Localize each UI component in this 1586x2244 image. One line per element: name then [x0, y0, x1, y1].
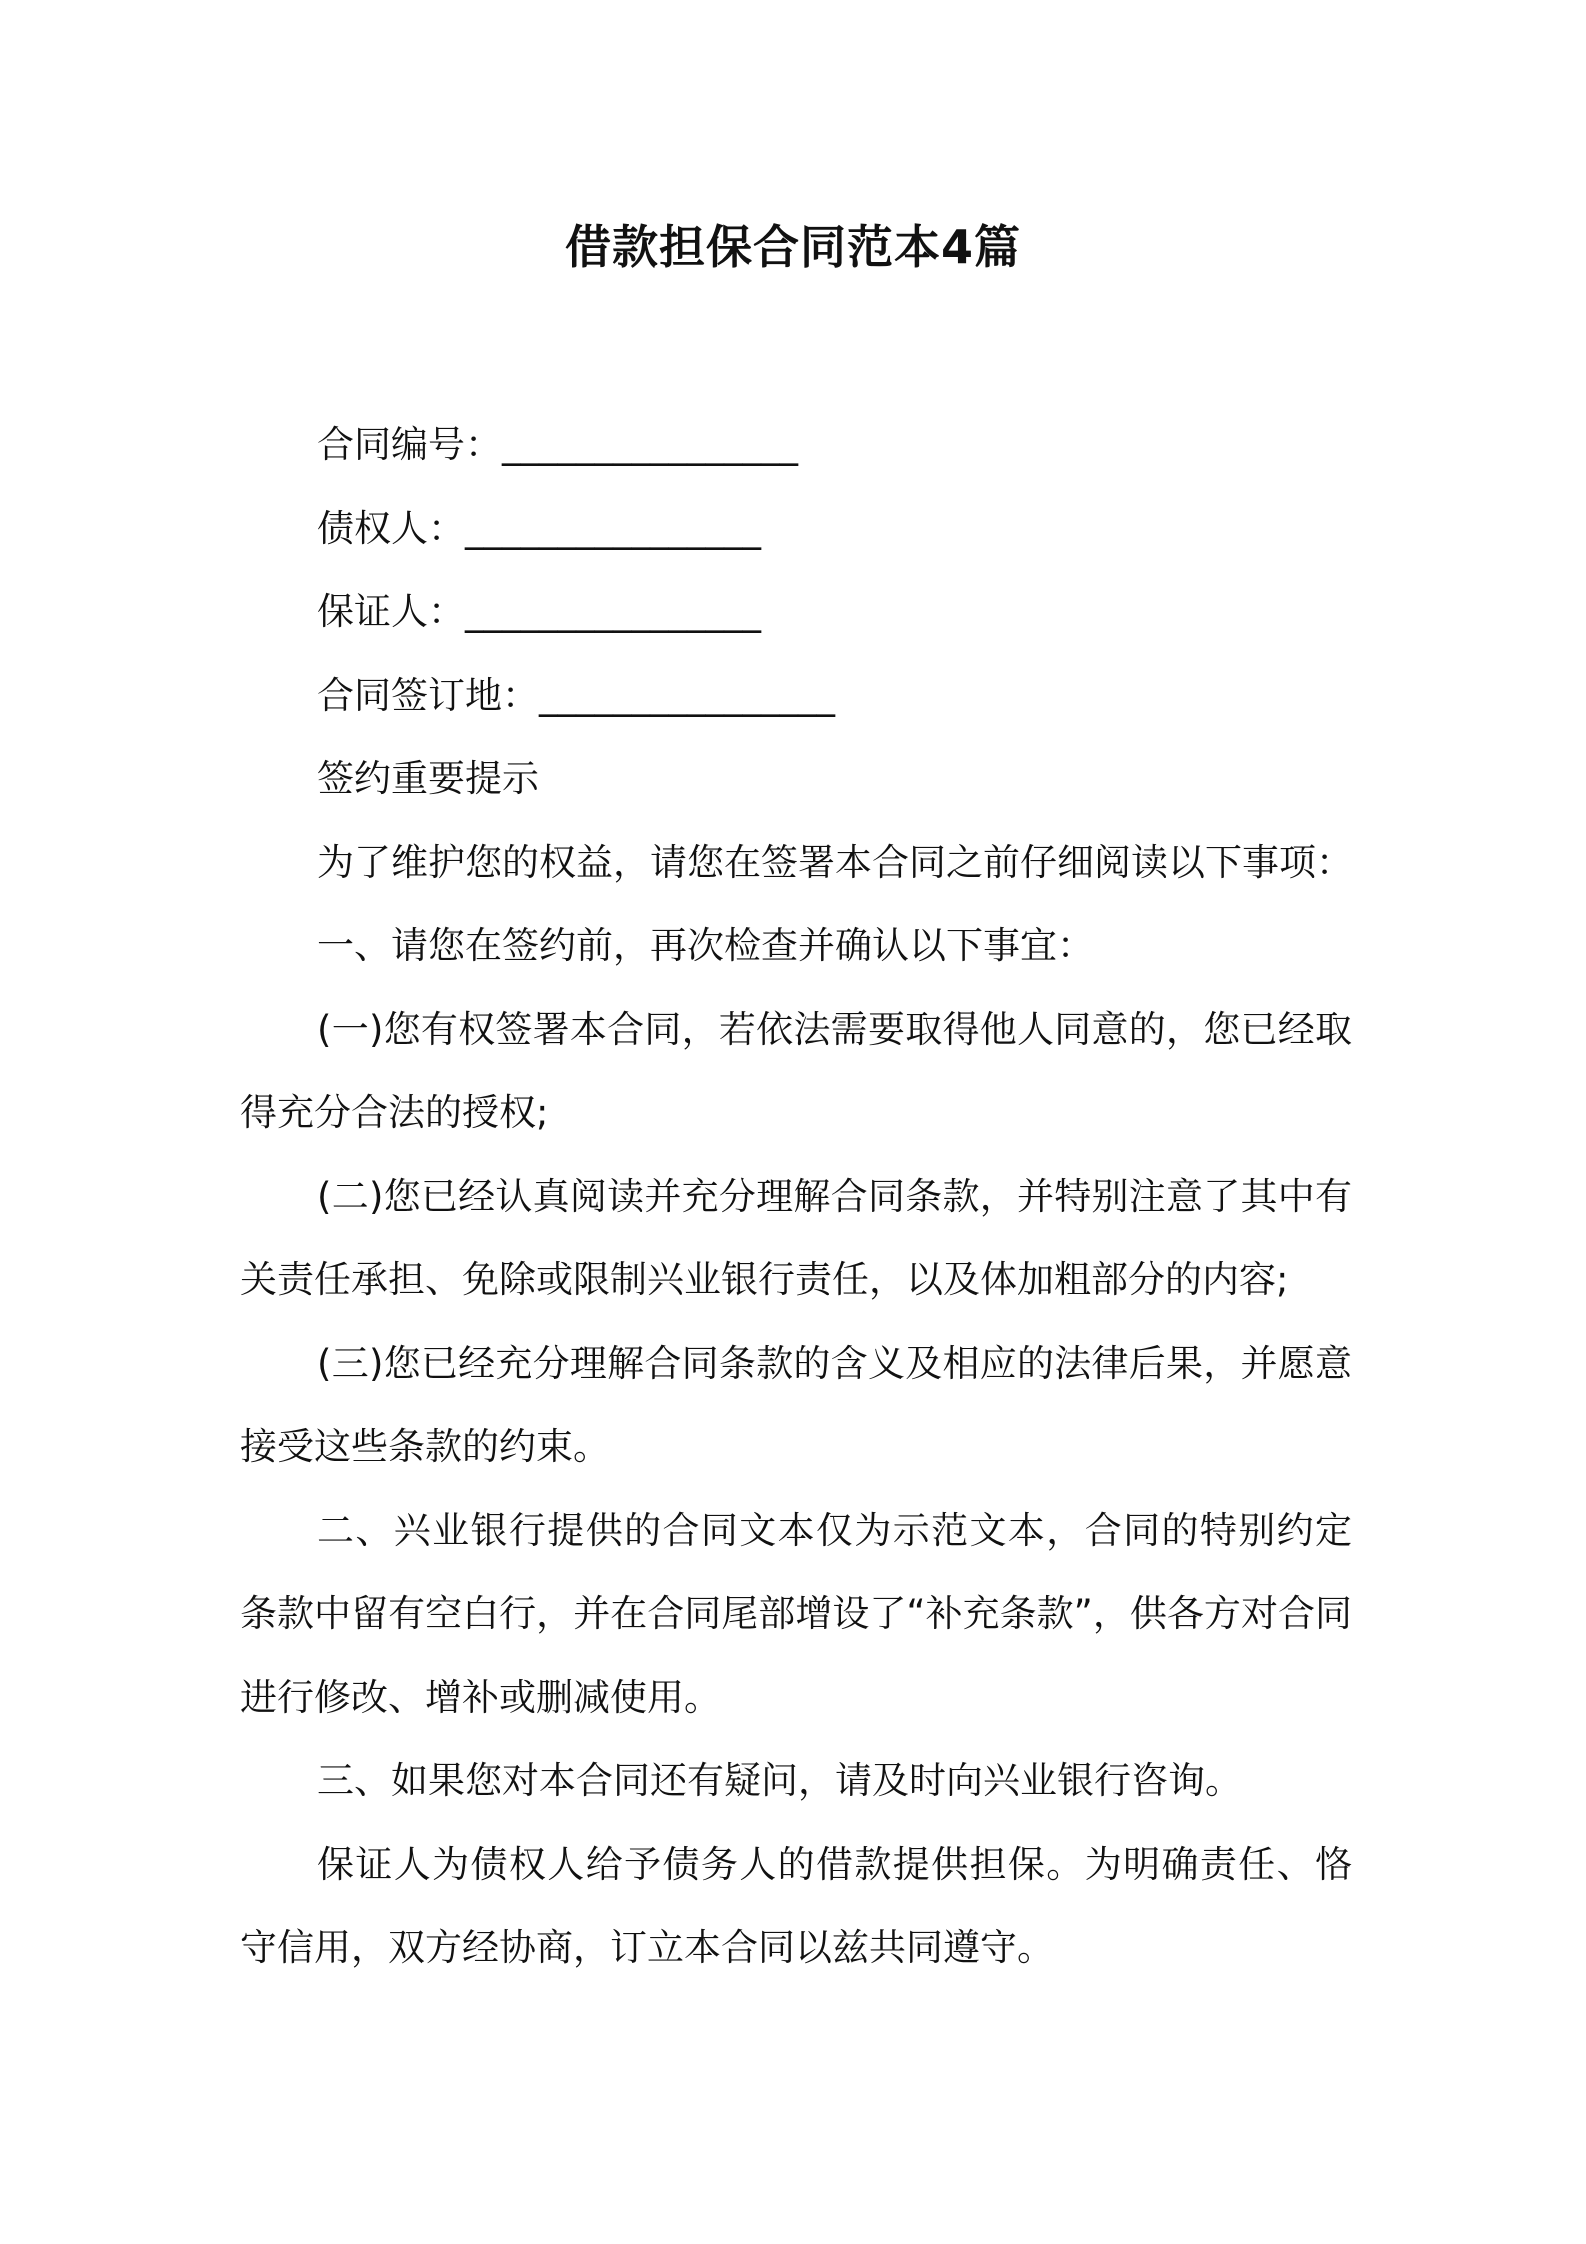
signing-place-blank: ________________	[539, 673, 835, 717]
intro-paragraph: 为了维护您的权益，请您在签署本合同之前仔细阅读以下事项：	[317, 840, 1353, 884]
clause-3: (三)您已经充分理解合同条款的含义及相应的法律后果，并愿意接受这些条款的约束。	[240, 1341, 1352, 1468]
creditor-blank: ________________	[465, 506, 761, 550]
section-three-paragraph: 三、如果您对本合同还有疑问，请及时向兴业银行咨询。	[317, 1759, 1242, 1802]
creditor-label: 债权人：	[317, 506, 465, 550]
important-notice-heading: 签约重要提示	[317, 757, 539, 800]
document-body	[240, 403, 1352, 1990]
contract-number-label: 合同编号：	[317, 423, 502, 466]
contract-number-field	[240, 403, 1352, 487]
clause-2: (二)您已经认真阅读并充分理解合同条款，并特别注意了其中有关责任承担、免除或限制兴业银行责任，以及体加粗部分的内容;	[240, 1174, 1352, 1301]
contract-number-blank: ________________	[502, 423, 798, 466]
section-two-paragraph: 二、兴业银行提供的合同文本仅为示范文本，合同的特别约定条款中留有空白行，并在合同尾部增设了“补充条款”，供各方对合同进行修改、增补或删减使用。	[240, 1508, 1352, 1719]
clause-1: (一)您有权签署本合同，若依法需要取得他人同意的，您已经取得充分合法的授权;	[240, 1007, 1352, 1134]
section-one-title: 一、请您在签约前，再次检查并确认以下事宜：	[317, 924, 1094, 967]
guarantor-label: 保证人：	[317, 590, 465, 633]
creditor-field	[240, 487, 1352, 571]
signing-place-label: 合同签订地：	[317, 673, 539, 717]
guarantor-blank: ________________	[465, 590, 761, 633]
guarantee-purpose-paragraph: 保证人为债权人给予债务人的借款提供担保。为明确责任、恪守信用，双方经协商，订立本合同以兹共同遵守。	[240, 1842, 1352, 1969]
guarantor-field	[240, 570, 1352, 654]
document-title: 借款担保合同范本4篇	[564, 220, 1021, 274]
signing-place-field	[240, 654, 1352, 738]
